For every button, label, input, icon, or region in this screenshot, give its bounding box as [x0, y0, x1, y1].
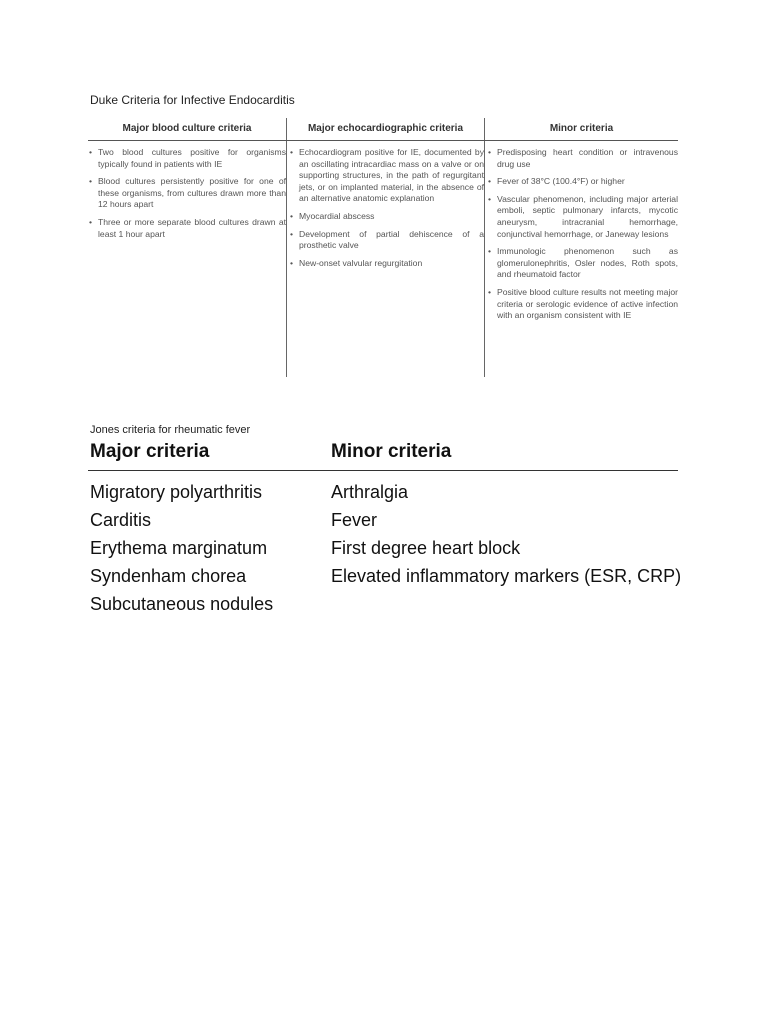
list-item: Elevated inflammatory markers (ESR, CRP) [331, 566, 682, 586]
list-item: • Immunologic phenomenon such as glomerulonephritis, Osler nodes, Roth spots, and rheumatoid factor [488, 246, 678, 280]
bullet-icon: • [488, 246, 492, 257]
list-item: • Vascular phenomenon, including major arterial emboli, septic pulmonary infarcts, mycotic aneurysm, intracranial hemorrhage, conjunctival hemorrhage, or Janeway lesions [488, 193, 678, 239]
list-item: • Fever of 38°C (100.4°F) or higher [488, 176, 625, 187]
jones-criteria-title: Jones criteria for rheumatic fever [90, 424, 251, 436]
jones-minor-list [331, 478, 681, 590]
list-item: • Two blood cultures positive for organisms typically found in patients with IE [89, 147, 286, 169]
list-item: • New-onset valvular regurgitation [290, 257, 423, 268]
list-item: • Myocardial abscess [290, 210, 375, 221]
bullet-icon: • [89, 147, 93, 157]
bullet-icon: • [290, 228, 294, 239]
column-header-echocardiographic: Major echocardiographic criteria [286, 118, 484, 140]
list-item: Subcutaneous nodules [90, 594, 274, 614]
list-item: • Echocardiogram positive for IE, documented by an oscillating intracardiac mass on a valve or on supporting structures, in the path of regurgitant jets, or on implanted material, in the absence of an alternative anatomic explanation [290, 147, 484, 204]
bullet-icon: • [488, 176, 492, 187]
minor-criteria-column [484, 141, 678, 377]
blood-culture-criteria-column [88, 141, 286, 377]
bullet-icon: • [89, 176, 93, 187]
list-item: • Three or more separate blood cultures drawn at least 1 hour apart [89, 216, 286, 239]
duke-criteria-title: Duke Criteria for Infective Endocarditis [90, 93, 295, 107]
column-header-blood-culture: Major blood culture criteria [122, 123, 252, 134]
list-item: Arthralgia [331, 482, 409, 502]
list-item: First degree heart block [331, 538, 521, 558]
echocardiographic-criteria-list [289, 147, 484, 269]
bullet-icon: • [488, 147, 492, 157]
bullet-icon: • [488, 286, 492, 297]
list-item: • Development of partial dehiscence of a prosthetic valve [290, 228, 484, 251]
list-item: Erythema marginatum [90, 538, 268, 558]
bullet-icon: • [290, 147, 294, 157]
list-item: Fever [331, 510, 378, 530]
list-item: • Predisposing heart condition or intravenous drug use [488, 147, 678, 169]
duke-table-body [88, 141, 678, 377]
bullet-icon: • [488, 193, 492, 204]
column-header-minor: Minor criteria [484, 118, 678, 140]
jones-header-divider [88, 470, 678, 471]
jones-major-list [90, 478, 273, 618]
list-item: Carditis [90, 510, 152, 530]
bullet-icon: • [290, 210, 294, 221]
jones-major-header: Major criteria [90, 441, 210, 462]
echocardiographic-criteria-column [286, 141, 484, 377]
jones-minor-header: Minor criteria [331, 441, 452, 462]
bullet-icon: • [89, 216, 93, 227]
list-item: Syndenham chorea [90, 566, 247, 586]
minor-criteria-list [487, 147, 678, 322]
duke-header-row [88, 118, 678, 140]
bullet-icon: • [290, 257, 294, 268]
blood-culture-criteria-list [88, 147, 286, 240]
duke-criteria-table [88, 118, 678, 377]
list-item: • Positive blood culture results not meeting major criteria or serologic evidence of active infection with an organism consistent with IE [488, 286, 678, 321]
list-item: • Blood cultures persistently positive for one of these organisms, from cultures drawn more than 12 hours apart [89, 176, 286, 210]
list-item: Migratory polyarthritis [90, 482, 263, 502]
